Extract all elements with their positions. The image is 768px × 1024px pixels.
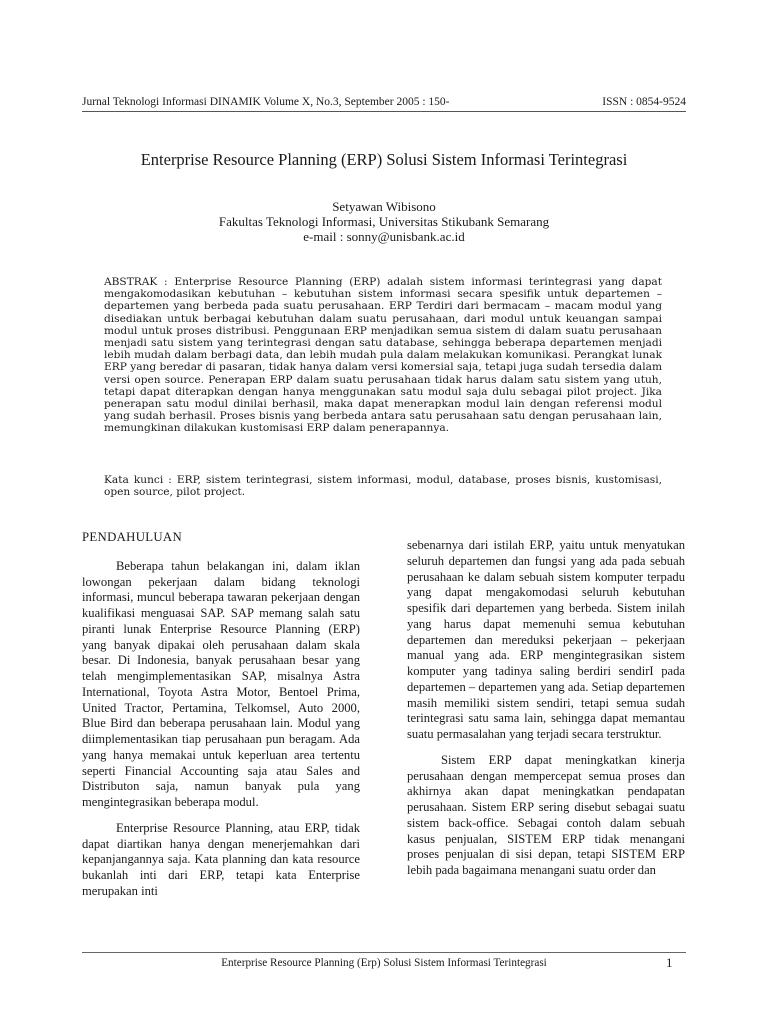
- author-email: e-mail : sonny@unisbank.ac.id: [303, 229, 465, 244]
- body-paragraph: Sistem ERP dapat meningkatkan kinerja perusahaan dengan mempercepat semua proses dan akhirnya akan dapat meningkatkan pendapatan perusahaan. Sistem ERP sering disebut sebagai suatu sistem back-office. Sebagai contoh dalam sebuah kasus penjualan, SISTEM ERP tidak menangani proses penjualan di sisi depan, tetapi SISTEM ERP lebih pada bagaimana menangani suatu order dan: [407, 752, 685, 877]
- footer-divider: [82, 952, 686, 953]
- issn-label: ISSN : 0854-9524: [602, 96, 686, 108]
- keywords-paragraph: Kata kunci : ERP, sistem terintegrasi, sistem informasi, modul, database, proses bisnis, kustomisasi, open source, pilot project.: [104, 474, 662, 499]
- body-paragraph: Enterprise Resource Planning, atau ERP, tidak dapat diartikan hanya dengan menerjemahkan dari kepanjangannya saja. Kata planning dan kata resource bukanlah inti dari ERP, tetapi kata Enterprise merupakan inti: [82, 820, 360, 898]
- right-column: [407, 538, 685, 889]
- author-affiliation: Fakultas Teknologi Informasi, Universitas Stikubank Semarang: [218, 214, 550, 229]
- abstract-paragraph: ABSTRAK : Enterprise Resource Planning (ERP) adalah sistem informasi terintegrasi yang dapat mengakomodasikan kebutuhan – kebutuhan sistem informasi secara spesifik untuk departemen – departemen yang berbeda pada suatu perusahaan. ERP Terdiri dari bermacam – macam modul yang disediakan untuk berbagai kebutuhan dalam suatu perusahaan, dari modul untuk keuangan sampai modul untuk proses distribusi. Penggunaan ERP menjadikan semua sistem di dalam suatu perusahaan menjadi satu sistem yang terintegrasi dengan satu database, sehingga beberapa departemen menjadi lebih mudah dalam berbagi data, dan lebih mudah pula dalam melakukan komunikasi. Perangkat lunak ERP yang beredar di pasaran, tidak hanya dalam versi komersial saja, tetapi juga sudah tersedia dalam versi open source. Penerapan ERP dalam suatu perusahaan tidak harus dalam satu sistem yang utuh, tetapi dapat diterapkan dengan hanya menggunakan satu modul saja dulu sebagai pilot project. Jika penerapan satu modul dinilai berhasil, maka dapat menerapkan modul lain dengan referensi modul yang sudah berhasil. Proses bisnis yang berbeda antara satu perusahaan satu dengan perusahaan lain, memungkinan dilakukan kustomisasi ERP dalam penerapannya.: [104, 276, 662, 435]
- author-name: Setyawan Wibisono: [332, 199, 436, 214]
- header-divider: [82, 111, 686, 112]
- body-paragraph: sebenarnya dari istilah ERP, yaitu untuk menyatukan seluruh departemen dan fungsi yang ada pada sebuah perusahaan ke dalam sebuah sistem komputer terpadu yang dapat mengakomodasi seluruh kebutuhan spesifik dari departemen yang berbeda. Sistem inilah yang harus dapat memenuhi semua kebutuhan departemen dan mereduksi pekerjaan – pekerjaan manual yang ada. ERP mengintegrasikan sistem komputer yang tadinya saling berdiri sendirI pada departemen – departemen yang ada. Setiap departemen masih memiliki sistem sendiri, tetapi semua sudah terintegrasi satu sama lain, sehingga dapat memantau suatu permasalahan yang terjadi secara terstruktur.: [407, 538, 685, 741]
- footer-running-title: Enterprise Resource Planning (Erp) Solusi Sistem Informasi Terintegrasi: [221, 957, 547, 969]
- paper-title: Enterprise Resource Planning (ERP) Solusi Sistem Informasi Terintegrasi: [140, 150, 628, 169]
- journal-header: Jurnal Teknologi Informasi DINAMIK Volume X, No.3, September 2005 : 150-: [82, 96, 450, 108]
- section-heading-pendahuluan: PENDAHULUAN: [82, 530, 182, 544]
- left-column: [82, 530, 360, 910]
- page-number: 1: [666, 955, 673, 970]
- body-paragraph: Beberapa tahun belakangan ini, dalam iklan lowongan pekerjaan dalam bidang teknologi informasi, muncul beberapa tawaran pekerjaan dengan kualifikasi menguasai SAP. SAP memang salah satu piranti lunak Enterprise Resource Planning (ERP) yang banyak dipakai oleh perusahaan dalam skala besar. Di Indonesia, banyak perusahaan besar yang telah mengimplementasikan SAP, misalnya Astra International, Toyota Astra Motor, Bentoel Prima, United Tractor, Pertamina, Telkomsel, Auto 2000, Blue Bird dan beberapa perusahaan lain. Modul yang diimplementasikan tiap perusahaan pun beragam. Ada yang hanya memakai untuk keperluan area tertentu seperti Financial Accounting saja atau Sales and Distributon saja, namun banyak pula yang mengintegrasikan beberapa modul.: [82, 558, 360, 809]
